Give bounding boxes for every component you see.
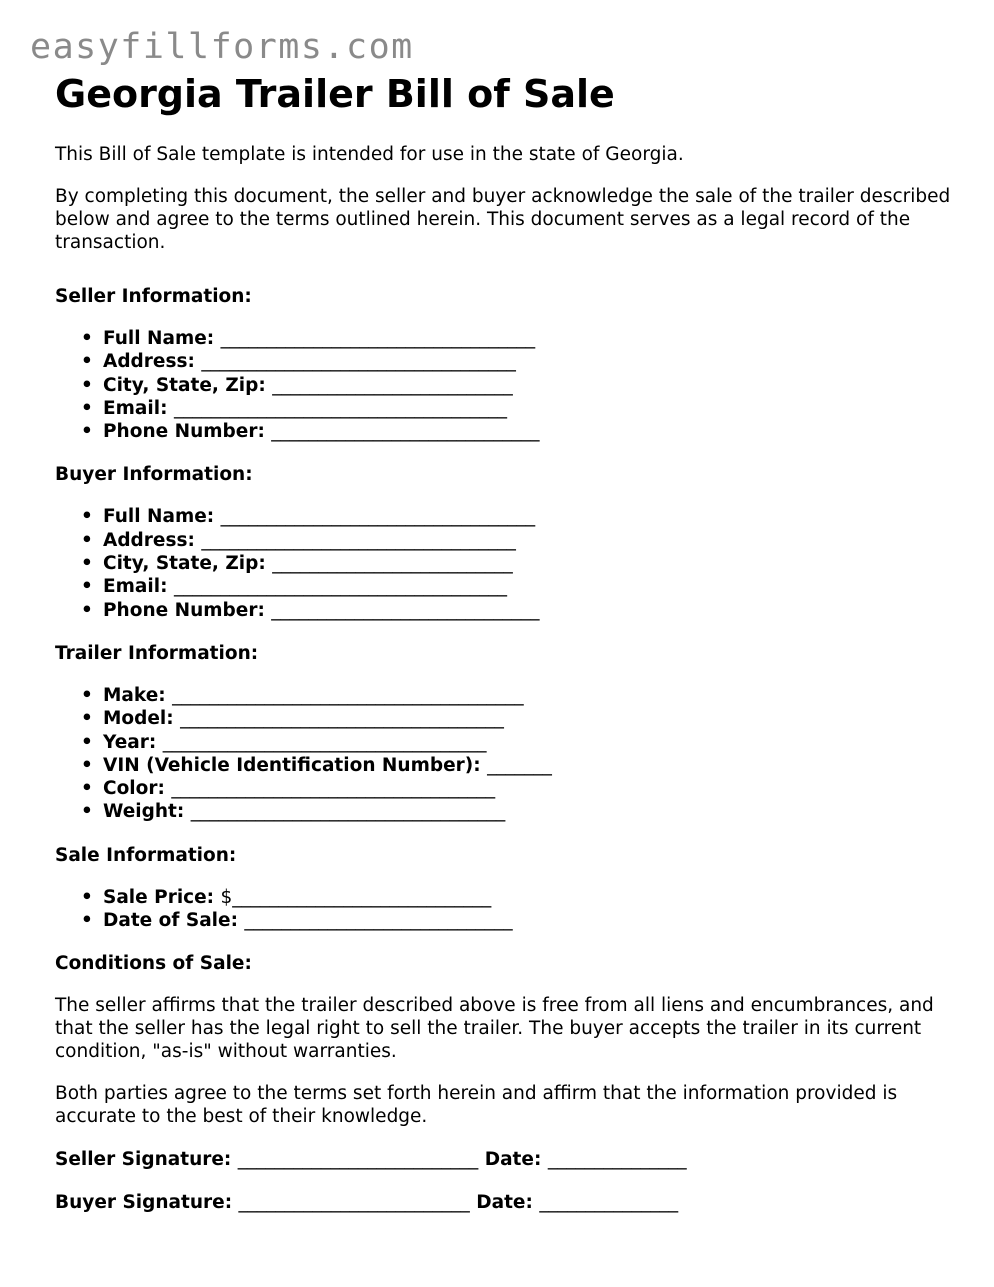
buyer-phone-field[interactable]: • Phone Number: _____________________________ — [103, 599, 955, 622]
sale-heading: Sale Information: — [55, 844, 237, 866]
buyer-address-field[interactable]: • Address: __________________________________ — [103, 529, 955, 552]
buyer-heading: Buyer Information: — [55, 464, 253, 486]
seller-heading: Seller Information: — [55, 286, 252, 307]
seller-email-field[interactable]: • Email: ____________________________________ — [103, 397, 955, 420]
document-body — [55, 70, 955, 1214]
sale-date-field[interactable]: • Date of Sale: _____________________________ — [103, 909, 955, 932]
seller-signature-line[interactable] — [55, 1148, 955, 1171]
seller-date-blank[interactable]: _______________ — [547, 1149, 687, 1171]
seller-city-state-zip-field[interactable]: • City, State, Zip: __________________________ — [103, 374, 955, 397]
sale-price-field[interactable]: • Sale Price: $____________________________ — [103, 886, 955, 909]
buyer-full-name-field[interactable]: • Full Name: __________________________________ — [103, 505, 955, 528]
trailer-fields — [55, 684, 955, 824]
seller-phone-field[interactable]: • Phone Number: _____________________________ — [103, 420, 955, 443]
trailer-color-field[interactable]: • Color: ___________________________________ — [103, 777, 955, 800]
trailer-year-field[interactable]: • Year: ___________________________________ — [103, 731, 955, 754]
buyer-date-blank[interactable]: _______________ — [539, 1192, 679, 1214]
intro-paragraph: This Bill of Sale template is intended for use in the state of Georgia. — [55, 144, 684, 165]
seller-fields — [55, 327, 955, 443]
watermark: easyfillforms.com — [30, 27, 414, 67]
page-title: Georgia Trailer Bill of Sale — [55, 72, 615, 116]
seller-signature-blank[interactable]: __________________________ — [237, 1149, 479, 1171]
seller-signature-label: Seller Signature: — [55, 1149, 232, 1171]
conditions-heading: Conditions of Sale: — [55, 953, 252, 975]
buyer-email-field[interactable]: • Email: ____________________________________ — [103, 575, 955, 598]
trailer-vin-field[interactable]: • VIN (Vehicle Identification Number): _______ — [103, 754, 955, 777]
trailer-make-field[interactable]: • Make: ______________________________________ — [103, 684, 955, 707]
conditions-paragraph-1: The seller affirms that the trailer described above is free from all liens and encumbrances, and that the seller has the legal right to sell the trailer. The buyer accepts the trailer in its current condition, "as-is" without warranties. — [55, 995, 934, 1063]
seller-address-field[interactable]: • Address: __________________________________ — [103, 350, 955, 373]
trailer-model-field[interactable]: • Model: ___________________________________ — [103, 707, 955, 730]
sale-fields — [55, 886, 955, 933]
trailer-heading: Trailer Information: — [55, 642, 259, 664]
trailer-weight-field[interactable]: • Weight: __________________________________ — [103, 800, 955, 823]
buyer-date-label: Date: — [476, 1192, 533, 1214]
seller-date-label: Date: — [484, 1149, 542, 1171]
acknowledgement-paragraph: By completing this document, the seller and buyer acknowledge the sale of the trailer described below and agree to the terms outlined herein. This document serves as a legal record of the transaction. — [55, 186, 951, 253]
buyer-signature-blank[interactable]: _________________________ — [238, 1192, 470, 1214]
buyer-signature-line[interactable] — [55, 1191, 955, 1214]
buyer-fields — [55, 505, 955, 621]
seller-full-name-field[interactable]: • Full Name: __________________________________ — [103, 327, 955, 350]
buyer-signature-label: Buyer Signature: — [55, 1192, 233, 1214]
buyer-city-state-zip-field[interactable]: • City, State, Zip: __________________________ — [103, 552, 955, 575]
conditions-paragraph-2: Both parties agree to the terms set forth herein and affirm that the information provided is accurate to the best of their knowledge. — [55, 1083, 898, 1128]
